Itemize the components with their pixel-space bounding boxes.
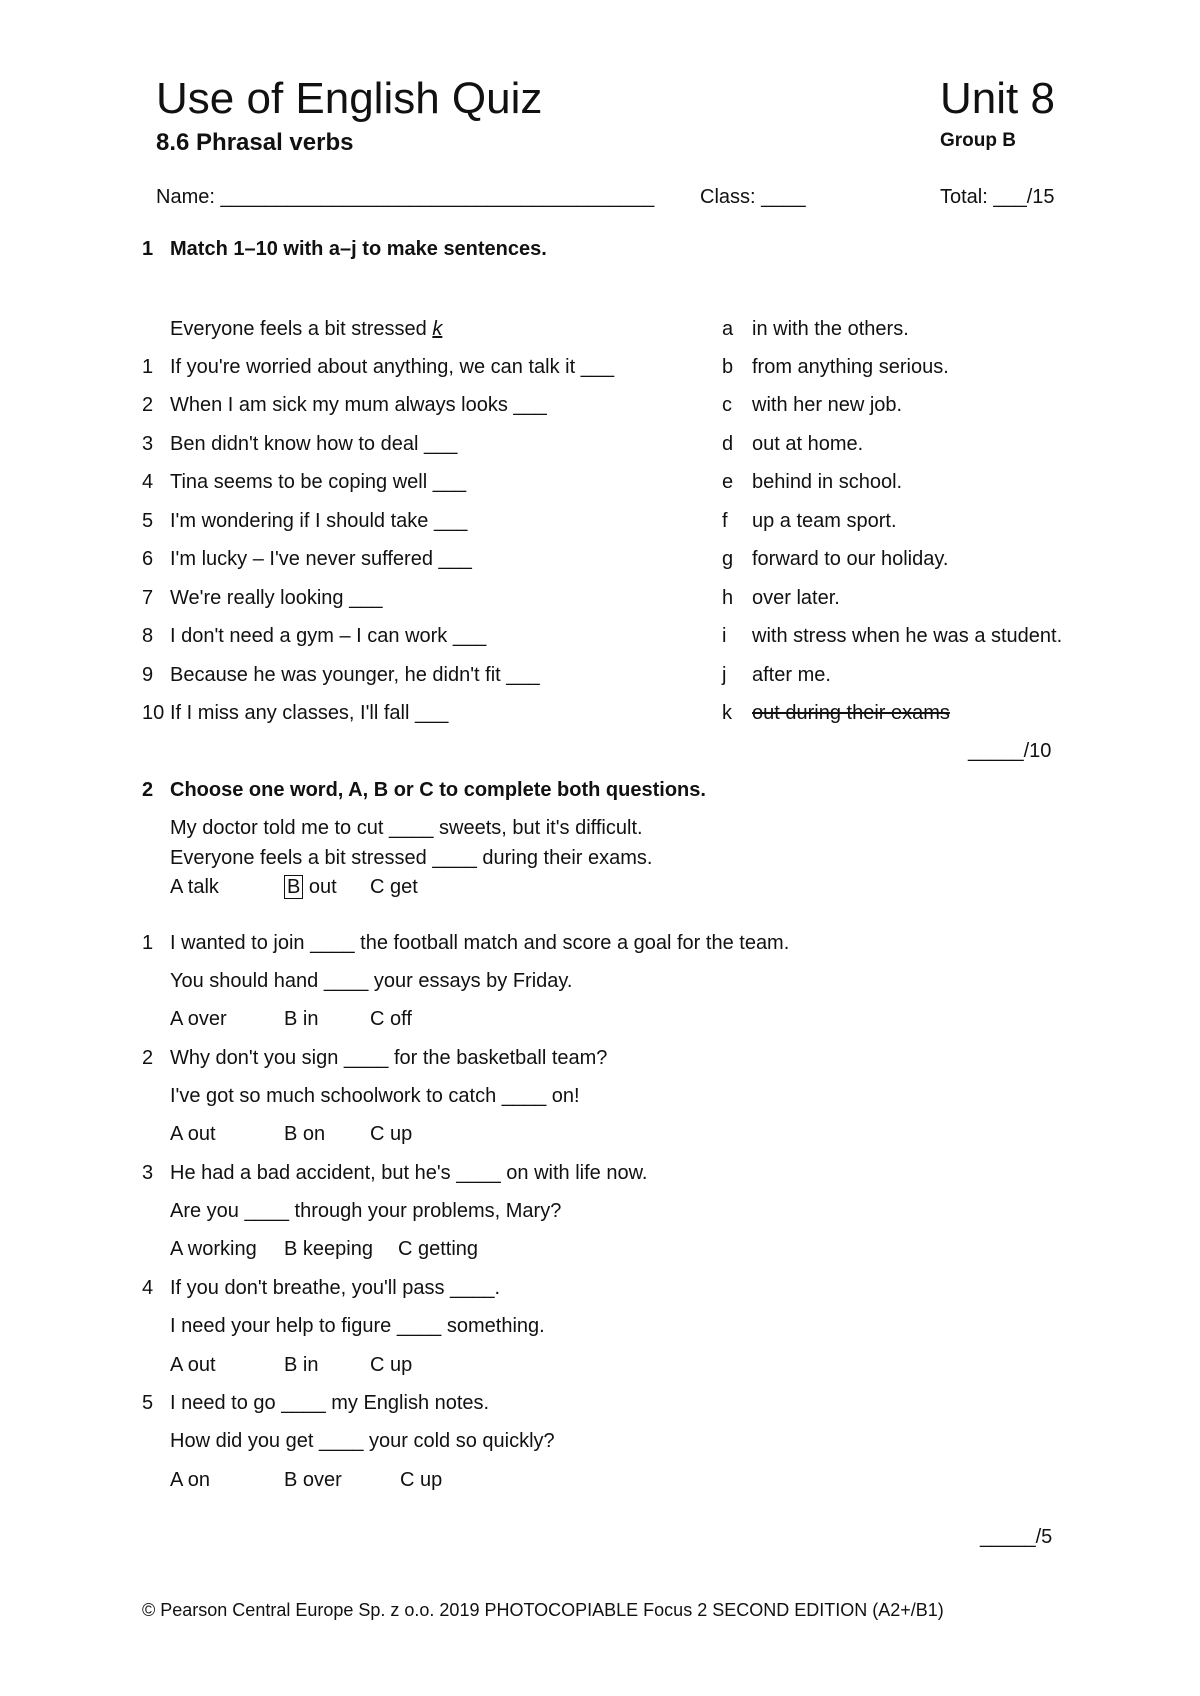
ending-letter: d xyxy=(722,433,734,455)
ending-item[interactable] xyxy=(722,664,831,687)
item-number: 6 xyxy=(142,548,154,570)
list-item[interactable] xyxy=(142,548,472,571)
question-line: I need your help to figure ____ something. xyxy=(170,1315,545,1337)
ending-letter: k xyxy=(722,702,732,724)
section2-instruction: Choose one word, A, B or C to complete both questions. xyxy=(170,779,706,801)
ending-text: out during their exams xyxy=(752,702,950,724)
example-answer: k xyxy=(432,318,443,340)
section1-instruction: Match 1–10 with a–j to make sentences. xyxy=(170,238,547,260)
item-text: Because he was younger, he didn't fit ___ xyxy=(170,664,540,686)
question-line xyxy=(142,932,789,955)
page-subtitle: 8.6 Phrasal verbs xyxy=(156,129,354,156)
item-number: 2 xyxy=(142,394,154,416)
question-text: Why don't you sign ____ for the basketball team? xyxy=(170,1047,608,1069)
option-a[interactable]: A on xyxy=(170,1469,211,1491)
group-label: Group B xyxy=(940,130,1016,151)
option-b[interactable]: B in xyxy=(284,1354,319,1376)
question-text: I need to go ____ my English notes. xyxy=(170,1392,490,1414)
question-number: 3 xyxy=(142,1162,154,1184)
ending-text: up a team sport. xyxy=(752,510,897,532)
item-text: I'm wondering if I should take ___ xyxy=(170,510,468,532)
option-a: A talk xyxy=(170,876,219,898)
item-text: I don't need a gym – I can work ___ xyxy=(170,625,487,647)
item-number: 4 xyxy=(142,471,154,493)
list-item[interactable] xyxy=(142,625,486,648)
item-number: 3 xyxy=(142,433,154,455)
question-text: If you don't breathe, you'll pass ____. xyxy=(170,1277,501,1299)
question-line xyxy=(142,1277,500,1300)
list-item[interactable] xyxy=(142,356,614,379)
section2-score[interactable]: _____/5 xyxy=(980,1526,1053,1548)
list-item[interactable] xyxy=(142,433,457,456)
ending-letter: j xyxy=(722,664,727,686)
section1-heading xyxy=(142,238,547,261)
item-text: Tina seems to be coping well ___ xyxy=(170,471,467,493)
item-text: I'm lucky – I've never suffered ___ xyxy=(170,548,472,570)
option-c[interactable]: C getting xyxy=(398,1238,479,1260)
ending-letter: c xyxy=(722,394,732,416)
total-blank[interactable]: ___/15 xyxy=(993,186,1055,208)
total-field[interactable] xyxy=(940,186,1055,209)
question-number: 1 xyxy=(142,932,154,954)
question-line: I've got so much schoolwork to catch ____ on! xyxy=(170,1085,580,1107)
option-a[interactable]: A out xyxy=(170,1354,216,1376)
item-text: If I miss any classes, I'll fall ___ xyxy=(170,702,449,724)
ending-text: forward to our holiday. xyxy=(752,548,949,570)
question-number: 2 xyxy=(142,1047,154,1069)
section2-number: 2 xyxy=(142,779,154,801)
list-item[interactable] xyxy=(142,510,467,533)
option-b[interactable]: B on xyxy=(284,1123,326,1145)
example-line: Everyone feels a bit stressed ____ during their exams. xyxy=(170,847,653,869)
ending-text: out at home. xyxy=(752,433,864,455)
ending-item[interactable] xyxy=(722,548,948,571)
question-text: I wanted to join ____ the football match and score a goal for the team. xyxy=(170,932,790,954)
list-item[interactable] xyxy=(142,471,466,494)
ending-letter: h xyxy=(722,587,734,609)
class-field[interactable] xyxy=(700,186,806,209)
ending-text: over later. xyxy=(752,587,840,609)
ending-text: with stress when he was a student. xyxy=(752,625,1063,647)
ending-letter: i xyxy=(722,625,727,647)
example-line: My doctor told me to cut ____ sweets, but it's difficult. xyxy=(170,817,643,839)
answer-options[interactable] xyxy=(170,1238,478,1261)
ending-letter: e xyxy=(722,471,734,493)
option-b-word: out xyxy=(303,876,337,898)
option-c[interactable]: C up xyxy=(370,1354,413,1376)
ending-text: behind in school. xyxy=(752,471,903,493)
option-c[interactable]: C up xyxy=(400,1469,443,1491)
copyright-footer: © Pearson Central Europe Sp. z o.o. 2019 PHOTOCOPIABLE Focus 2 SECOND EDITION (A2+/B1) xyxy=(142,1600,944,1620)
section1-number: 1 xyxy=(142,238,154,260)
option-a[interactable]: A out xyxy=(170,1123,216,1145)
item-number: 8 xyxy=(142,625,154,647)
answer-options[interactable] xyxy=(170,1354,412,1377)
name-blank[interactable]: _______________________________________ xyxy=(220,186,655,208)
item-text: Ben didn't know how to deal ___ xyxy=(170,433,458,455)
item-number: 1 xyxy=(142,356,154,378)
example-options xyxy=(170,876,418,899)
list-item[interactable] xyxy=(142,587,382,610)
item-number: 9 xyxy=(142,664,154,686)
question-number: 5 xyxy=(142,1392,154,1414)
ending-item[interactable] xyxy=(722,471,902,494)
ending-text: with her new job. xyxy=(752,394,903,416)
name-label: Name: xyxy=(156,186,215,208)
ending-item[interactable] xyxy=(722,510,897,533)
option-b[interactable]: B in xyxy=(284,1008,319,1030)
section1-example xyxy=(142,318,442,341)
ending-item[interactable] xyxy=(722,625,1062,648)
option-c[interactable]: C off xyxy=(370,1008,412,1030)
selected-box: B xyxy=(284,875,303,899)
ending-item[interactable] xyxy=(722,318,909,341)
ending-letter: a xyxy=(722,318,734,340)
option-a[interactable]: A working xyxy=(170,1238,257,1260)
class-blank[interactable]: ____ xyxy=(761,186,806,208)
question-line xyxy=(142,1162,647,1185)
option-b[interactable]: B keeping xyxy=(284,1238,373,1260)
ending-letter: b xyxy=(722,356,734,378)
ending-letter: f xyxy=(722,510,728,532)
question-line: Are you ____ through your problems, Mary? xyxy=(170,1200,562,1222)
ending-item[interactable] xyxy=(722,587,840,610)
question-text: He had a bad accident, but he's ____ on with life now. xyxy=(170,1162,648,1184)
ending-text: in with the others. xyxy=(752,318,909,340)
question-number: 4 xyxy=(142,1277,154,1299)
name-field[interactable] xyxy=(156,186,654,209)
list-item[interactable] xyxy=(142,664,540,687)
ending-item-crossed-out xyxy=(722,702,950,725)
option-b-selected xyxy=(284,876,370,899)
question-line xyxy=(142,1392,489,1415)
page-title: Use of English Quiz xyxy=(156,74,543,123)
ending-item[interactable] xyxy=(722,433,863,456)
item-text: We're really looking ___ xyxy=(170,587,383,609)
item-number: 10 xyxy=(142,702,165,724)
unit-label: Unit 8 xyxy=(940,74,1055,123)
item-text: When I am sick my mum always looks ___ xyxy=(170,394,547,416)
question-line xyxy=(142,1047,607,1070)
ending-text: after me. xyxy=(752,664,831,686)
option-a[interactable]: A over xyxy=(170,1008,227,1030)
option-c[interactable]: C up xyxy=(370,1123,413,1145)
option-c: C get xyxy=(370,876,418,898)
total-label: Total: xyxy=(940,186,988,208)
question-line: You should hand ____ your essays by Friday. xyxy=(170,970,573,992)
example-stem: Everyone feels a bit stressed xyxy=(170,318,427,340)
list-item[interactable] xyxy=(142,702,448,725)
ending-item[interactable] xyxy=(722,394,902,417)
ending-letter: g xyxy=(722,548,734,570)
item-number: 5 xyxy=(142,510,154,532)
ending-text: from anything serious. xyxy=(752,356,949,378)
item-number: 7 xyxy=(142,587,154,609)
list-item[interactable] xyxy=(142,394,547,417)
answer-options[interactable] xyxy=(170,1469,442,1492)
section2-heading xyxy=(142,779,706,802)
answer-options[interactable] xyxy=(170,1008,412,1031)
option-b[interactable]: B over xyxy=(284,1469,342,1491)
item-text: If you're worried about anything, we can talk it ___ xyxy=(170,356,615,378)
section1-score[interactable]: _____/10 xyxy=(968,740,1052,762)
answer-options[interactable] xyxy=(170,1123,412,1146)
ending-item[interactable] xyxy=(722,356,949,379)
class-label: Class: xyxy=(700,186,756,208)
question-line: How did you get ____ your cold so quickly? xyxy=(170,1430,555,1452)
